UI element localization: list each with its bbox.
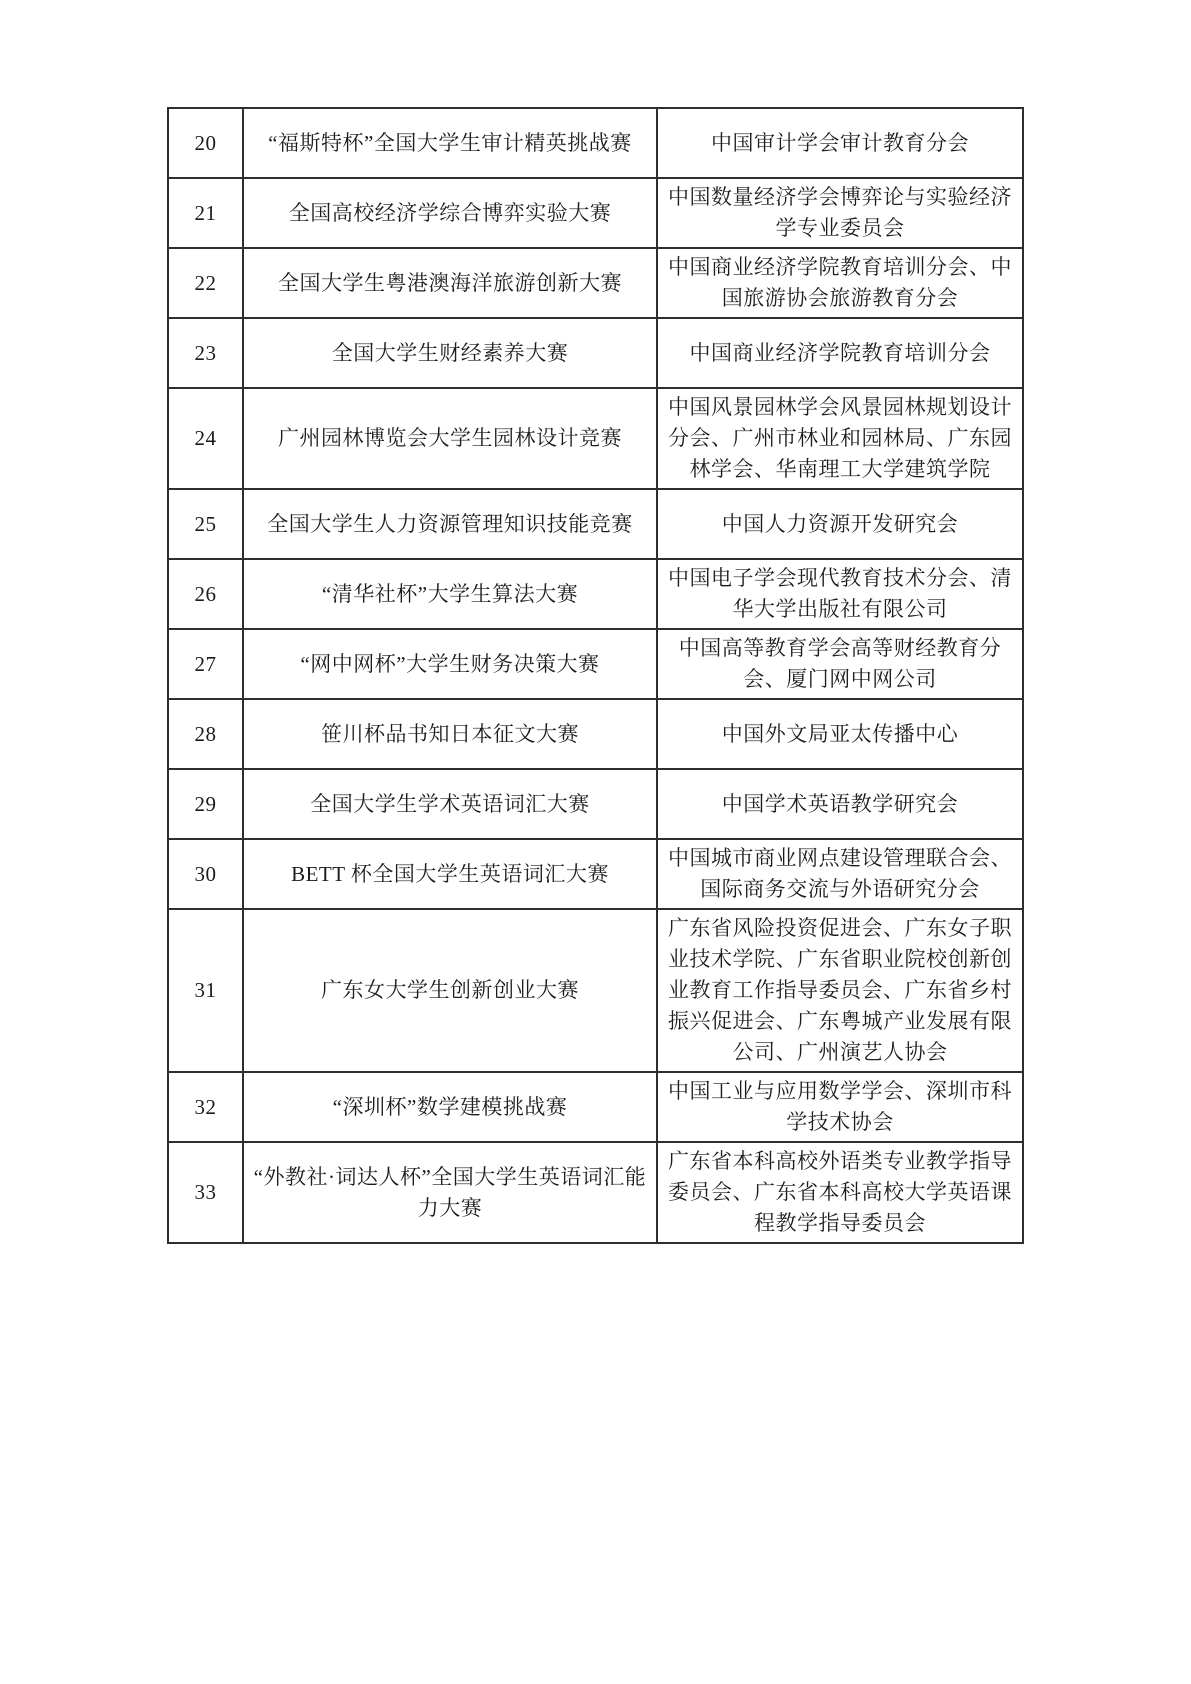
row-number: 27 [168,629,243,699]
organizer-name: 中国人力资源开发研究会 [657,489,1023,559]
organizer-name: 中国商业经济学院教育培训分会、中国旅游协会旅游教育分会 [657,248,1023,318]
table-row [168,839,1023,909]
table-row [168,1072,1023,1142]
competition-name: 全国大学生学术英语词汇大赛 [243,769,657,839]
competition-name: 全国高校经济学综合博弈实验大赛 [243,178,657,248]
table-row [168,318,1023,388]
table-body [168,108,1023,1243]
table-row [168,909,1023,1072]
row-number: 22 [168,248,243,318]
table-row [168,699,1023,769]
table-row [168,629,1023,699]
organizer-name: 中国风景园林学会风景园林规划设计分会、广州市林业和园林局、广东园林学会、华南理工大学建筑学院 [657,388,1023,489]
competition-name: “清华社杯”大学生算法大赛 [243,559,657,629]
competition-name: 全国大学生粤港澳海洋旅游创新大赛 [243,248,657,318]
organizer-name: 广东省风险投资促进会、广东女子职业技术学院、广东省职业院校创新创业教育工作指导委员会、广东省乡村振兴促进会、广东粤城产业发展有限公司、广州演艺人协会 [657,909,1023,1072]
competition-name: 全国大学生财经素养大赛 [243,318,657,388]
competition-name: 全国大学生人力资源管理知识技能竞赛 [243,489,657,559]
row-number: 23 [168,318,243,388]
organizer-name: 中国外文局亚太传播中心 [657,699,1023,769]
row-number: 26 [168,559,243,629]
organizer-name: 中国工业与应用数学学会、深圳市科学技术协会 [657,1072,1023,1142]
competition-name: “外教社·词达人杯”全国大学生英语词汇能力大赛 [243,1142,657,1243]
organizer-name: 中国学术英语教学研究会 [657,769,1023,839]
row-number: 29 [168,769,243,839]
table-row [168,178,1023,248]
row-number: 21 [168,178,243,248]
competition-table [167,107,1024,1244]
row-number: 33 [168,1142,243,1243]
organizer-name: 中国数量经济学会博弈论与实验经济学专业委员会 [657,178,1023,248]
row-number: 30 [168,839,243,909]
row-number: 20 [168,108,243,178]
row-number: 31 [168,909,243,1072]
competition-name: “福斯特杯”全国大学生审计精英挑战赛 [243,108,657,178]
row-number: 28 [168,699,243,769]
competition-name: “深圳杯”数学建模挑战赛 [243,1072,657,1142]
organizer-name: 广东省本科高校外语类专业教学指导委员会、广东省本科高校大学英语课程教学指导委员会 [657,1142,1023,1243]
organizer-name: 中国城市商业网点建设管理联合会、国际商务交流与外语研究分会 [657,839,1023,909]
organizer-name: 中国审计学会审计教育分会 [657,108,1023,178]
row-number: 24 [168,388,243,489]
organizer-name: 中国商业经济学院教育培训分会 [657,318,1023,388]
competition-name: 笹川杯品书知日本征文大赛 [243,699,657,769]
table-row [168,769,1023,839]
table-row [168,388,1023,489]
competition-name: BETT 杯全国大学生英语词汇大赛 [243,839,657,909]
table-row [168,489,1023,559]
row-number: 25 [168,489,243,559]
table-row [168,559,1023,629]
row-number: 32 [168,1072,243,1142]
competition-name: “网中网杯”大学生财务决策大赛 [243,629,657,699]
table-row [168,248,1023,318]
table-row [168,1142,1023,1243]
competition-name: 广东女大学生创新创业大赛 [243,909,657,1072]
organizer-name: 中国高等教育学会高等财经教育分会、厦门网中网公司 [657,629,1023,699]
organizer-name: 中国电子学会现代教育技术分会、清华大学出版社有限公司 [657,559,1023,629]
table-row [168,108,1023,178]
competition-name: 广州园林博览会大学生园林设计竞赛 [243,388,657,489]
